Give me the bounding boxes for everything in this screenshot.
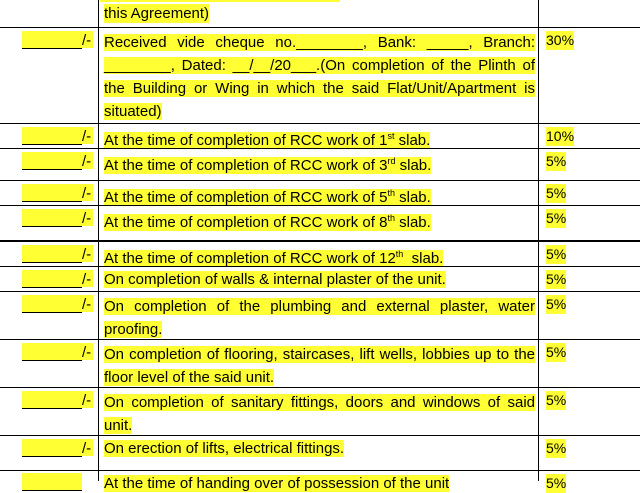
description-text: At the time of completion of RCC work of 3rd slab. <box>104 156 432 174</box>
amount-blank[interactable] <box>22 152 82 170</box>
percentage-value: 5% <box>546 185 567 201</box>
percentage-value: 5% <box>546 344 567 360</box>
description-text: At the time of completion of RCC work of 5th slab. <box>104 188 431 206</box>
percentage-value: 5% <box>546 246 567 262</box>
fragment-text: this Agreement) <box>104 5 210 22</box>
amount-cell <box>0 28 98 123</box>
column-divider <box>98 0 99 27</box>
description-text: At the time of handing over of possession of the unit <box>104 475 450 492</box>
column-divider <box>98 28 99 123</box>
table-row: /- On erection of lifts, electrical fittings. 5% <box>0 435 640 470</box>
table-row: /- At the time of completion of RCC work of 8th slab. 5% <box>0 205 640 240</box>
table-row: /- At the time of completion of RCC work of 5th slab. 5% <box>0 180 640 205</box>
description-text: On completion of the plumbing and external plaster, water proofing. <box>104 298 535 338</box>
amount-blank[interactable] <box>22 184 82 202</box>
description-text: On completion of sanitary fittings, doors and windows of said unit. <box>104 394 535 434</box>
table-row <box>0 470 640 492</box>
percentage-value: 5% <box>546 475 567 491</box>
description-text: At the time of completion of RCC work of 8th slab. <box>104 213 431 231</box>
table-row: /- At the time of completion of RCC work of 12th slab. 5% <box>0 240 640 267</box>
previous-row-fragment <box>0 0 640 27</box>
percentage-cell <box>540 28 640 123</box>
amount-blank[interactable] <box>22 209 82 227</box>
table-row: /- On completion of the plumbing and external plaster, water proofing. 5% <box>0 291 640 339</box>
description-text: On completion of flooring, staircases, lift wells, lobbies up to the floor level of the said unit. <box>104 346 535 386</box>
percentage-value: 5% <box>546 153 567 169</box>
amount-blank[interactable] <box>22 295 82 313</box>
description-text: At the time of completion of RCC work of 12th slab. <box>104 249 444 267</box>
table-row: /- At the time of completion of RCC work of 1st slab. 10% <box>0 123 640 148</box>
percentage-value: 10% <box>546 128 575 144</box>
table-row: /- On completion of sanitary fittings, doors and windows of said unit. 5% <box>0 387 640 435</box>
description-text: On erection of lifts, electrical fittings. <box>104 440 345 457</box>
amount-blank[interactable] <box>22 31 82 49</box>
percentage-value: 5% <box>546 296 567 312</box>
amount-blank[interactable] <box>22 270 82 288</box>
percentage-value: 5% <box>546 392 567 408</box>
amount-blank[interactable] <box>22 439 82 457</box>
description-text: On completion of walls & internal plaster of the unit. <box>104 271 446 288</box>
amount-blank[interactable] <box>22 391 82 409</box>
table-row: /- On completion of walls & internal plaster of the unit. 5% <box>0 266 640 291</box>
table-row <box>0 27 640 123</box>
table-row: /- At the time of completion of RCC work of 3rd slab. 5% <box>0 148 640 180</box>
amount-blank[interactable] <box>22 473 82 491</box>
table-row: /- On completion of flooring, staircases, lift wells, lobbies up to the floor level of the said unit. 5% <box>0 339 640 387</box>
percentage-value: 5% <box>546 271 567 287</box>
amount-blank[interactable] <box>22 343 82 361</box>
amount-blank[interactable] <box>22 245 82 263</box>
percentage-value: 5% <box>546 210 567 226</box>
column-divider <box>538 0 539 27</box>
description-cell <box>100 28 538 123</box>
amount-suffix: /- <box>82 32 92 49</box>
percentage-value: 5% <box>546 440 567 456</box>
description-text: At the time of completion of RCC work of 1st slab. <box>104 131 431 149</box>
description-text: Received vide cheque no.________, Bank: _____, Branch: ________, Dated: __/__/20___.(On completion of the Plinth of the Building or Wing in which the said Flat/Unit/Apartment is situated) <box>104 34 535 120</box>
column-divider <box>538 28 539 123</box>
amount-blank[interactable] <box>22 127 82 145</box>
percentage-value: 30% <box>546 32 575 48</box>
